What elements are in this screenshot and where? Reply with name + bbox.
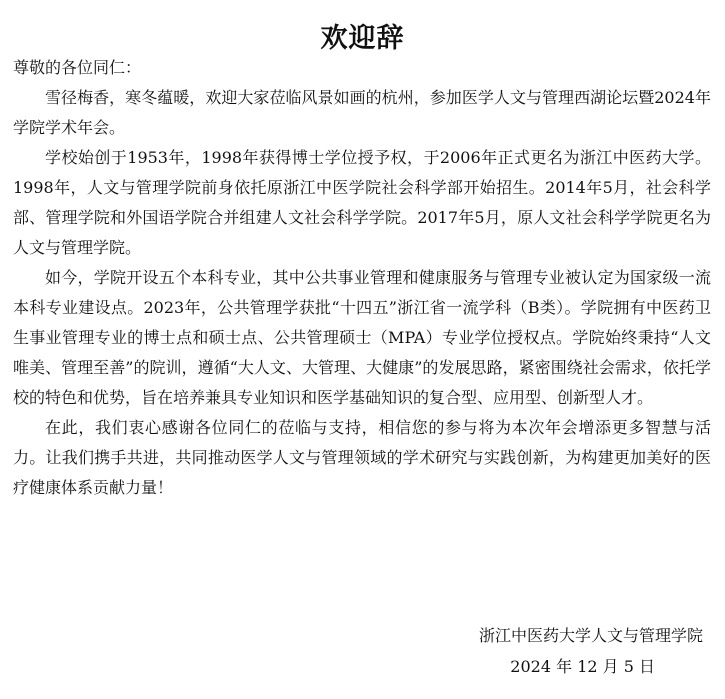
signature-block xyxy=(479,620,703,682)
document-body xyxy=(13,53,711,503)
signature-organization: 浙江中医药大学人文与管理学院 xyxy=(478,626,703,645)
paragraph-history: 学校始创于1953年，1998年获得博士学位授予权，于2006年正式更名为浙江中医药大学。1998年，人文与管理学院前身依托原浙江中医学院社会科学部开始招生。2014年5月，社会科学部、管理学院和外国语学院合并组建人文社会科学学院。2017年5月，原人文社会科学学院更名为人文与管理学院。 xyxy=(13,148,711,257)
salutation: 尊敬的各位同仁： xyxy=(13,58,142,77)
signature-date: 2024 年 12 月 5 日 xyxy=(510,657,655,676)
paragraph-welcome: 雪径梅香，寒冬蕴暖，欢迎大家莅临风景如画的杭州，参加医学人文与管理西湖论坛暨2024年学院学术年会。 xyxy=(13,88,711,137)
paragraph-closing: 在此，我们衷心感谢各位同仁的莅临与支持，相信您的参与将为本次年会增添更多智慧与活力。让我们携手共进，共同推动医学人文与管理领域的学术研究与实践创新，为构建更加美好的医疗健康体系贡献力量！ xyxy=(13,418,711,497)
paragraph-current-status: 如今，学院开设五个本科专业，其中公共事业管理和健康服务与管理专业被认定为国家级一流本科专业建设点。2023年，公共管理学获批“十四五”浙江省一流学科（B类）。学院拥有中医药卫生事业管理专业的博士点和硕士点、公共管理硕士（MPA）专业学位授权点。学院始终秉持“人文唯美、管理至善”的院训，遵循“大人文、大管理、大健康”的发展思路，紧密围绕社会需求，依托学校的特色和优势，旨在培养兼具专业知识和医学基础知识的复合型、应用型、创新型人才。 xyxy=(13,268,711,407)
page-title: 欢迎辞 xyxy=(320,23,405,55)
